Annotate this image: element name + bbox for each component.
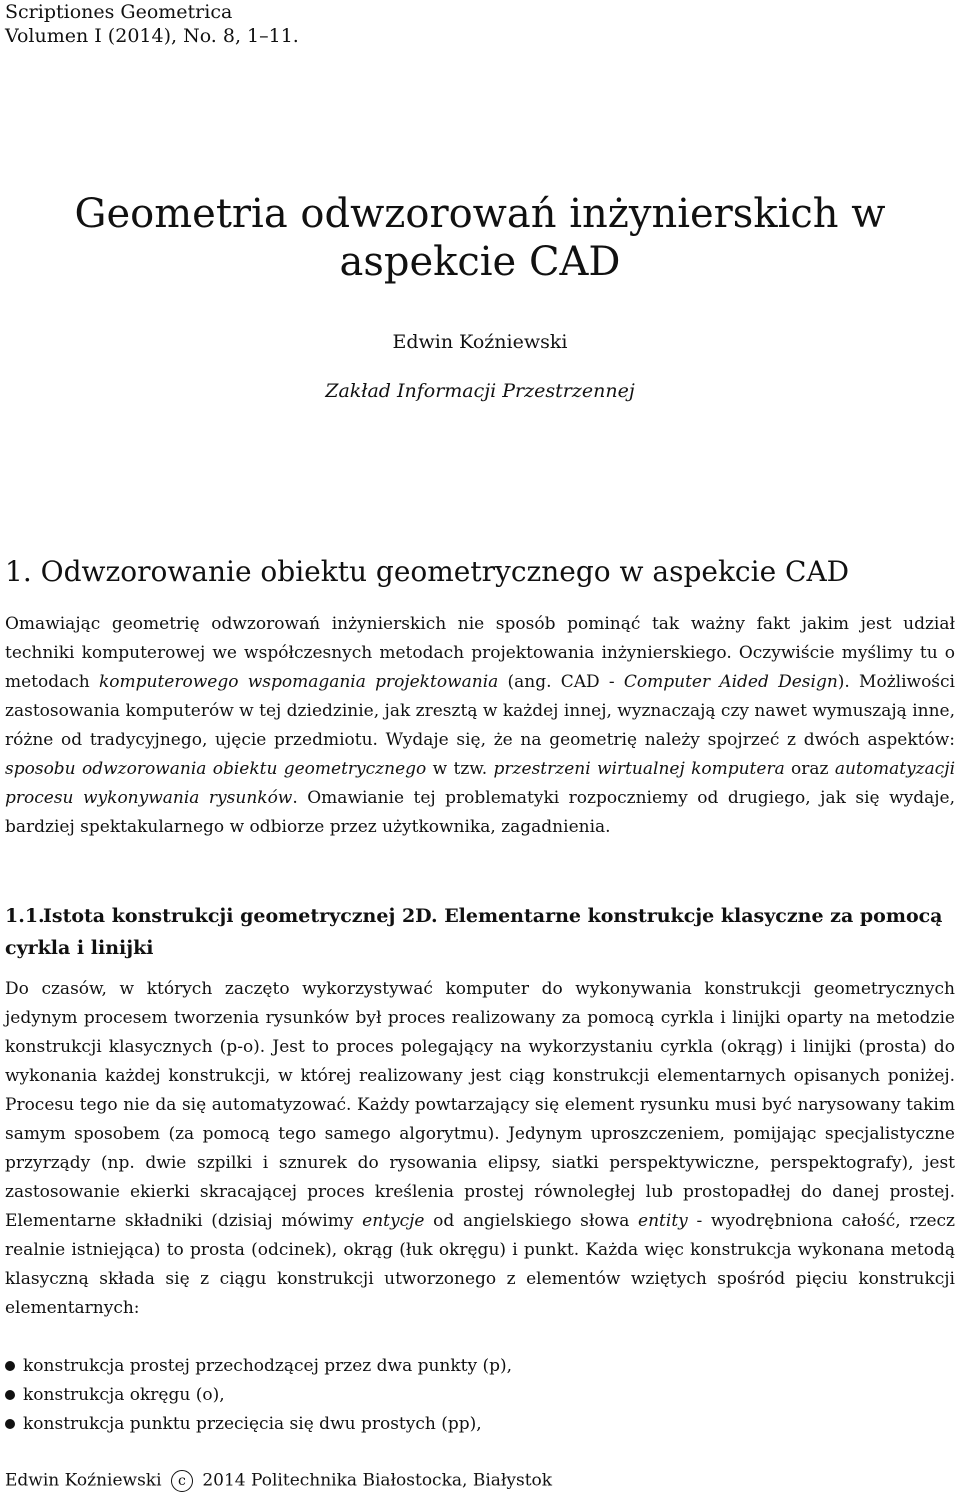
list-item-text: konstrukcja okręgu (o),: [23, 1385, 225, 1405]
paper-title: Geometria odwzorowań inżynierskich w aspekcie CAD: [74, 191, 886, 285]
journal-volume: Volumen I (2014), No. 8, 1–11.: [5, 25, 299, 47]
subsection-paragraph: [5, 975, 955, 1323]
emphasis: automatyzacji procesu wykonywania rysunków: [5, 759, 956, 808]
footer-author: Edwin Koźniewski: [5, 1470, 162, 1491]
emphasis: entity: [638, 1211, 688, 1231]
copyright-icon: c: [171, 1470, 193, 1492]
construction-list: [5, 1352, 512, 1439]
bullet-icon: [5, 1390, 15, 1400]
text-run: oraz: [784, 759, 835, 779]
bullet-icon: [5, 1419, 15, 1429]
emphasis: entycje: [362, 1211, 425, 1231]
bullet-icon: [5, 1361, 15, 1371]
emphasis: Computer Aided Design: [623, 672, 838, 692]
subsection-title: Istota konstrukcji geometrycznej 2D. Elementarne konstrukcje klasyczne za pomocą cyrkla i linijki: [5, 905, 943, 959]
subsection-heading: [5, 900, 955, 964]
list-item: [5, 1410, 512, 1439]
footer-text: 2014 Politechnika Białostocka, Białystok: [202, 1470, 553, 1491]
author-name: Edwin Koźniewski: [392, 331, 568, 353]
list-item: [5, 1352, 512, 1381]
affiliation: Zakład Informacji Przestrzennej: [325, 380, 635, 402]
text-run: . Omawianie tej problematyki rozpoczniemy od drugiego, jak się wydaje, bardziej spektakularnego w odbiorze przez użytkownika, zagadnienia.: [5, 788, 955, 837]
text-run: Do czasów, w których zaczęto wykorzystywać komputer do wykonywania konstrukcji geometrycznych jedynym procesem tworzenia rysunków był proces realizowany za pomocą cyrkla i linijki oparty na metodzie konstrukcji klasycznych (p-o). Jest to proces polegający na wykorzystaniu cyrkla (okrąg) i linijki (prosta) do wykonania każdej konstrukcji, w której realizowany jest ciąg konstrukcji elementarnych opisanych poniżej. Procesu tego nie da się automatyzować. Każdy powtarzający się element rysunku musi być narysowany takim samym sposobem (za pomocą tego samego algorytmu). Jedynym uproszczeniem, pomijając specjalistyczne przyrządy (np. dwie szpilki i sznurek do rysowania elipsy, siatki perspektywiczne, perspektografy), jest zastosowanie ekierki skracającej proces kreślenia prostej równoległej lub prostopadłej do danej prostej. Elementarne składniki (dzisiaj mówimy: [5, 979, 955, 1231]
emphasis: przestrzeni wirtualnej komputera: [493, 759, 785, 779]
footer: [5, 1470, 552, 1492]
text-run: - wyodrębniona całość, rzecz realnie istniejąca) to prosta (odcinek), okrąg (łuk okręgu) i punkt. Każda więc konstrukcja wykonana metodą klasyczną składa się z ciągu konstrukcji utworzonego z elementów wziętych spośród pięciu konstrukcji elementarnych:: [5, 1211, 955, 1318]
list-item: [5, 1381, 512, 1410]
emphasis: komputerowego wspomagania projektowania: [98, 672, 499, 692]
text-run: w tzw.: [426, 759, 494, 779]
journal-name: Scriptiones Geometrica: [5, 1, 233, 23]
section-1-heading: 1. Odwzorowanie obiektu geometrycznego w aspekcie CAD: [5, 555, 850, 588]
journal-header: [5, 0, 299, 48]
text-run: ). Możliwości zastosowania komputerów w tej dziedzinie, jak zresztą w każdej innej, wyznaczają czy nawet wymuszają inne, różne od tradycyjnego, ujęcie przedmiotu. Wydaje się, że na geometrię należy spojrzeć z dwóch aspektów:: [5, 672, 955, 750]
list-item-text: konstrukcja prostej przechodzącej przez dwa punkty (p),: [23, 1356, 513, 1376]
text-run: (ang. CAD -: [498, 672, 624, 692]
text-run: od angielskiego słowa: [424, 1211, 639, 1231]
section-1-paragraph: [5, 610, 955, 842]
subsection-number: 1.1.: [5, 905, 45, 927]
text-run: Omawiając geometrię odwzorowań inżynierskich nie sposób pominąć tak ważny fakt jakim jest udział techniki komputerowej we współczesnych metodach projektowania inżynierskiego. Oczywiście myślimy tu o metodach: [5, 614, 955, 692]
list-item-text: konstrukcja punktu przecięcia się dwu prostych (pp),: [23, 1414, 482, 1434]
emphasis: sposobu odwzorowania obiektu geometrycznego: [5, 759, 427, 779]
